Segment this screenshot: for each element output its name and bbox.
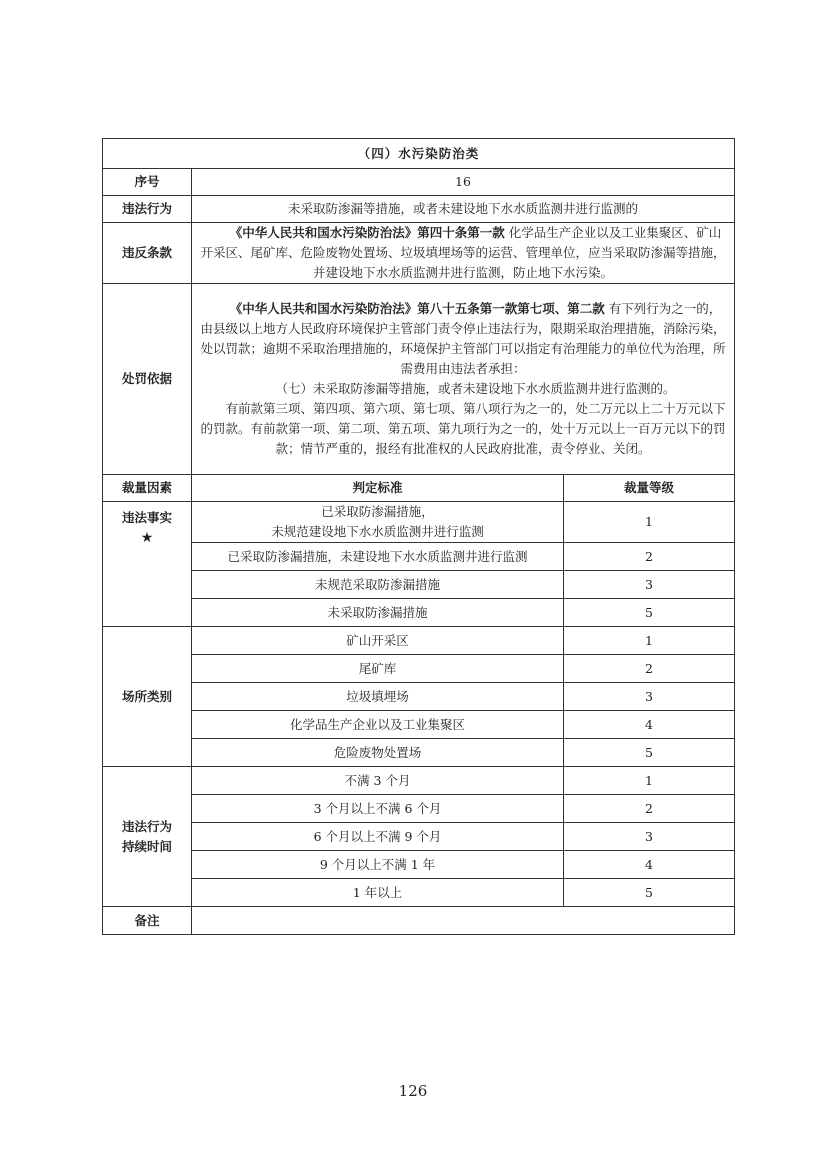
penalty-basis-content bbox=[192, 284, 735, 475]
violated-clause-text: 化学品生产企业以及工业集聚区、矿山开采区、尾矿库、危险废物处置场、垃圾填埋场等的运营、管理单位，应当采取防渗漏等措施，并建设地下水水质监测井进行监测，防止地下水污染。 bbox=[200, 225, 726, 280]
serial-label: 序号 bbox=[103, 169, 192, 196]
site-row-2 bbox=[103, 655, 735, 683]
site-level-3: 3 bbox=[564, 683, 735, 711]
factors-header-row bbox=[103, 475, 735, 502]
facts-criteria-4: 未采取防渗漏措施 bbox=[192, 599, 564, 627]
facts-label: 违法事实 bbox=[121, 510, 172, 525]
facts-criteria-1-line1: 已采取防渗漏措施， bbox=[321, 504, 434, 519]
penalty-basis-label: 处罚依据 bbox=[103, 284, 192, 475]
site-criteria-2: 尾矿库 bbox=[192, 655, 564, 683]
duration-criteria-3: 6 个月以上不满 9 个月 bbox=[192, 823, 564, 851]
violated-clause-row bbox=[103, 223, 735, 284]
duration-row-4 bbox=[103, 851, 735, 879]
duration-label-cell bbox=[103, 767, 192, 907]
facts-criteria-3: 未规范采取防渗漏措施 bbox=[192, 571, 564, 599]
site-level-5: 5 bbox=[564, 739, 735, 767]
violated-clause-law-ref: 《中华人民共和国水污染防治法》第四十条第一款 bbox=[229, 225, 505, 240]
violated-clause-label: 违反条款 bbox=[103, 223, 192, 284]
duration-row-1 bbox=[103, 767, 735, 795]
remarks-row bbox=[103, 907, 735, 935]
duration-row-5 bbox=[103, 879, 735, 907]
duration-level-4: 4 bbox=[564, 851, 735, 879]
site-criteria-3: 垃圾填埋场 bbox=[192, 683, 564, 711]
site-row-5 bbox=[103, 739, 735, 767]
serial-value: 16 bbox=[192, 169, 735, 196]
site-criteria-1: 矿山开采区 bbox=[192, 627, 564, 655]
serial-row bbox=[103, 169, 735, 196]
factor-header: 裁量因素 bbox=[103, 475, 192, 502]
duration-label-line2: 持续时间 bbox=[121, 838, 172, 854]
site-criteria-5: 危险废物处置场 bbox=[192, 739, 564, 767]
facts-level-3: 3 bbox=[564, 571, 735, 599]
violation-value: 未采取防渗漏等措施，或者未建设地下水水质监测井进行监测的 bbox=[192, 196, 735, 223]
level-header: 裁量等级 bbox=[564, 475, 735, 502]
duration-row-2 bbox=[103, 795, 735, 823]
duration-level-2: 2 bbox=[564, 795, 735, 823]
facts-row-3 bbox=[103, 571, 735, 599]
facts-row-4 bbox=[103, 599, 735, 627]
site-level-4: 4 bbox=[564, 711, 735, 739]
violation-row bbox=[103, 196, 735, 223]
penalty-basis-text3: 有前款第三项、第四项、第六项、第七项、第八项行为之一的，处二万元以上二十万元以下的罚款。有前款第一项、第二项、第五项、第九项行为之一的，处十万元以上一百万元以下的罚款；情节严重的，报经有批准权的人民政府批准，责令停业、关闭。 bbox=[200, 401, 726, 456]
duration-criteria-4: 9 个月以上不满 1 年 bbox=[192, 851, 564, 879]
facts-label-cell bbox=[103, 502, 192, 627]
site-level-1: 1 bbox=[564, 627, 735, 655]
site-row-3 bbox=[103, 683, 735, 711]
duration-criteria-5: 1 年以上 bbox=[192, 879, 564, 907]
duration-level-1: 1 bbox=[564, 767, 735, 795]
site-label: 场所类别 bbox=[103, 627, 192, 767]
discretion-table bbox=[102, 138, 735, 935]
penalty-basis-text1: 有下列行为之一的，由县级以上地方人民政府环境保护主管部门责令停止违法行为，限期采取治理措施，消除污染，处以罚款；逾期不采取治理措施的，环境保护主管部门可以指定有治理能力的单位代为治理，所需费用由违法者承担： bbox=[200, 301, 726, 376]
star-icon: ★ bbox=[140, 530, 154, 546]
facts-row-1 bbox=[103, 502, 735, 543]
duration-criteria-2: 3 个月以上不满 6 个月 bbox=[192, 795, 564, 823]
facts-criteria-1 bbox=[192, 502, 564, 543]
remarks-label: 备注 bbox=[103, 907, 192, 935]
facts-criteria-1-line2: 未规范建设地下水水质监测井进行监测 bbox=[271, 524, 484, 539]
facts-level-2: 2 bbox=[564, 543, 735, 571]
facts-level-4: 5 bbox=[564, 599, 735, 627]
penalty-basis-law-ref: 《中华人民共和国水污染防治法》第八十五条第一款第七项、第二款 bbox=[229, 301, 605, 316]
facts-level-1: 1 bbox=[564, 502, 735, 543]
penalty-basis-text2: （七）未采取防渗漏等措施，或者未建设地下水水质监测井进行监测的。 bbox=[275, 381, 676, 396]
site-level-2: 2 bbox=[564, 655, 735, 683]
criteria-header: 判定标准 bbox=[192, 475, 564, 502]
duration-criteria-1: 不满 3 个月 bbox=[192, 767, 564, 795]
duration-level-5: 5 bbox=[564, 879, 735, 907]
violation-label: 违法行为 bbox=[103, 196, 192, 223]
duration-label-line1: 违法行为 bbox=[121, 818, 172, 834]
duration-row-3 bbox=[103, 823, 735, 851]
duration-level-3: 3 bbox=[564, 823, 735, 851]
facts-row-2 bbox=[103, 543, 735, 571]
table-title: （四）水污染防治类 bbox=[103, 139, 735, 169]
penalty-basis-row bbox=[103, 284, 735, 475]
facts-criteria-2: 已采取防渗漏措施，未建设地下水水质监测井进行监测 bbox=[192, 543, 564, 571]
violated-clause-content bbox=[192, 223, 735, 284]
site-row-1 bbox=[103, 627, 735, 655]
remarks-value bbox=[192, 907, 735, 935]
page-number: 126 bbox=[398, 1082, 428, 1100]
site-criteria-4: 化学品生产企业以及工业集聚区 bbox=[192, 711, 564, 739]
site-row-4 bbox=[103, 711, 735, 739]
